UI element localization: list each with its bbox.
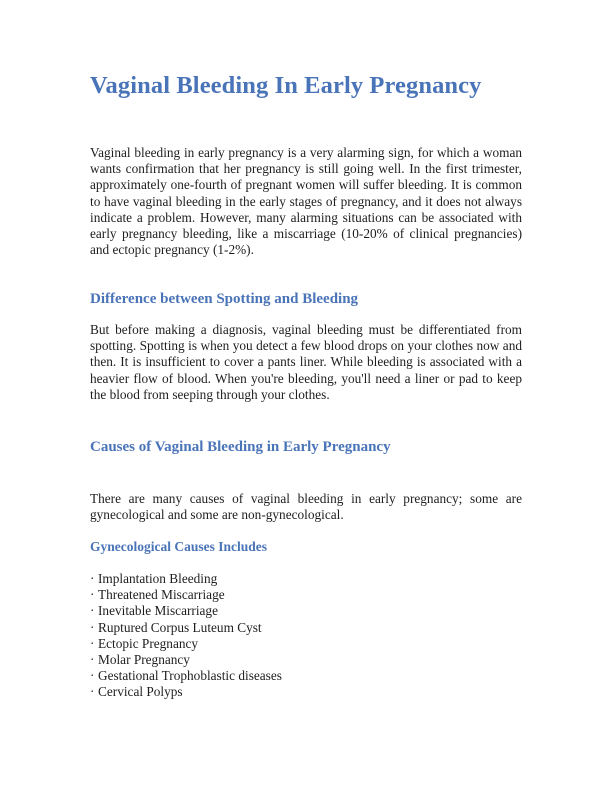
list-item xyxy=(90,636,282,652)
section-heading-causes: Causes of Vaginal Bleeding in Early Pregnancy xyxy=(90,439,391,455)
list-item xyxy=(90,603,282,619)
gynecological-causes-list xyxy=(90,571,282,701)
causes-paragraph: There are many causes of vaginal bleeding in early pregnancy; some are gynecological and some are non-gynecological. xyxy=(90,491,522,523)
list-item xyxy=(90,668,282,684)
bullet-icon: · xyxy=(90,587,95,603)
document-title: Vaginal Bleeding In Early Pregnancy xyxy=(90,72,482,99)
list-item-label: Ectopic Pregnancy xyxy=(98,635,199,651)
bullet-icon: · xyxy=(90,652,95,668)
list-item-label: Ruptured Corpus Luteum Cyst xyxy=(98,619,262,635)
bullet-icon: · xyxy=(90,668,95,684)
list-item-label: Cervical Polyps xyxy=(98,684,183,700)
list-item xyxy=(90,652,282,668)
bullet-icon: · xyxy=(90,603,95,619)
list-item xyxy=(90,684,282,700)
section-heading-spotting: Difference between Spotting and Bleeding xyxy=(90,291,359,307)
list-item xyxy=(90,620,282,636)
intro-paragraph: Vaginal bleeding in early pregnancy is a very alarming sign, for which a woman wants confirmation that her pregnancy is still going well. In the first trimester, approximately one-fourth of pregnant women will suffer bleeding. It is common to have vaginal bleeding in the early stages of pregnancy, and it does not always indicate a problem. However, many alarming situations can be associated with early pregnancy bleeding, like a miscarriage (10-20% of clinical pregnancies) and ectopic pregnancy (1-2%). xyxy=(90,145,522,258)
section-heading-gynecological: Gynecological Causes Includes xyxy=(90,539,268,554)
bullet-icon: · xyxy=(90,571,95,586)
list-item-label: Implantation Bleeding xyxy=(98,571,218,586)
list-item-label: Inevitable Miscarriage xyxy=(98,603,218,619)
spotting-paragraph: But before making a diagnosis, vaginal bleeding must be differentiated from spotting. Spotting is when you detect a few blood drops on your clothes now and then. It is insufficient to cover a pants liner. While bleeding is associated with a heavier flow of blood. When you're bleeding, you'll need a liner or pad to keep the blood from seeping through your clothes. xyxy=(90,322,522,402)
list-item-label: Threatened Miscarriage xyxy=(98,587,225,603)
bullet-icon: · xyxy=(90,684,95,700)
list-item xyxy=(90,571,282,587)
bullet-icon: · xyxy=(90,635,95,651)
list-item-label: Molar Pregnancy xyxy=(98,652,190,668)
bullet-icon: · xyxy=(90,619,95,635)
list-item xyxy=(90,587,282,603)
list-item-label: Gestational Trophoblastic diseases xyxy=(98,668,282,684)
